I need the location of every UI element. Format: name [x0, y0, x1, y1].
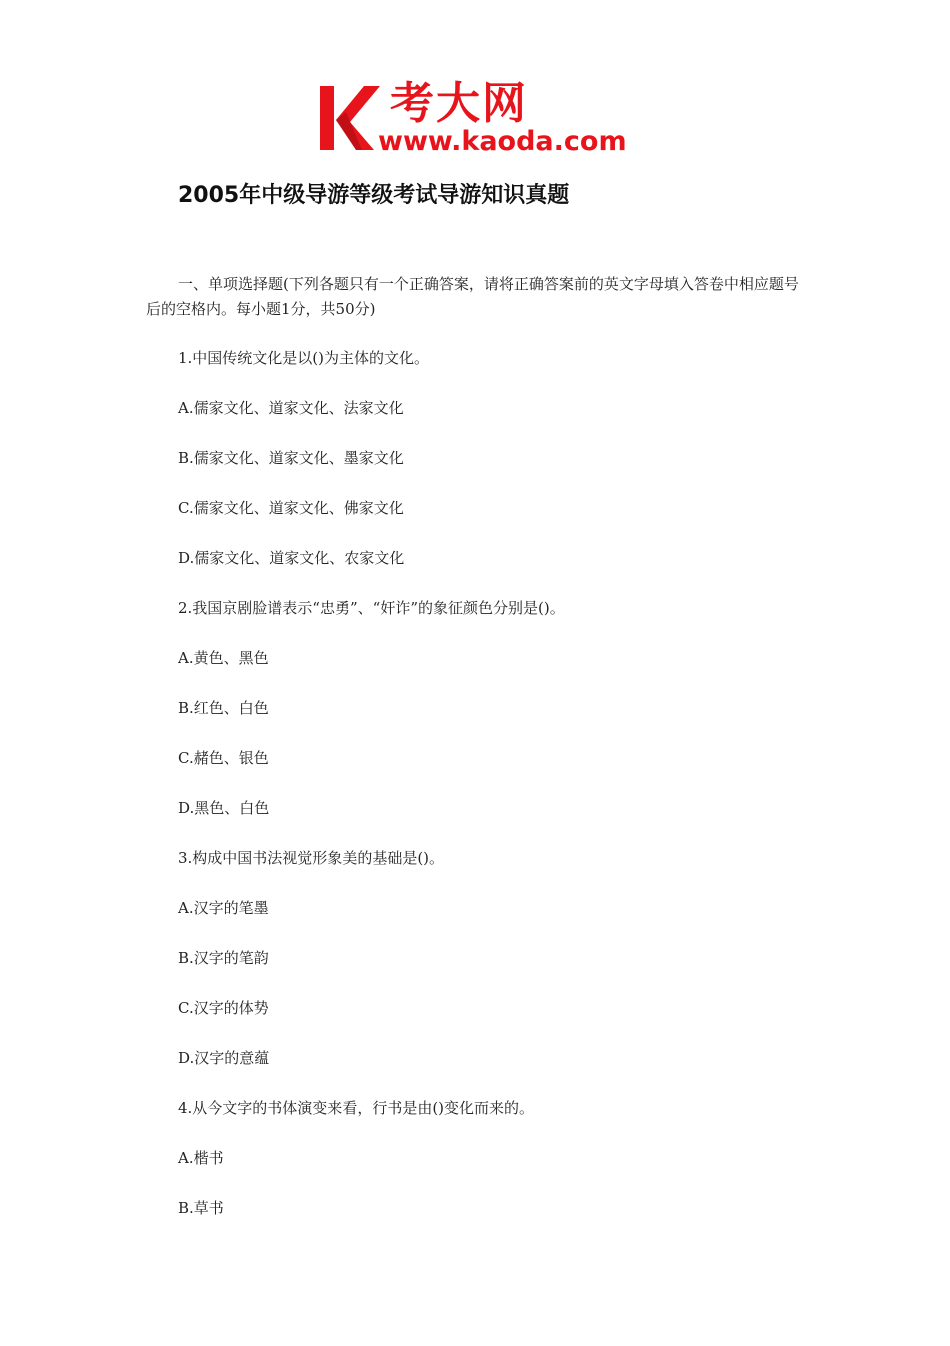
question-list — [178, 346, 565, 1246]
option-line: C.汉字的体势 — [178, 999, 269, 1017]
option-line: B.草书 — [178, 1199, 224, 1217]
kaoda-logo — [316, 80, 640, 160]
question-line: 3.构成中国书法视觉形象美的基础是()。 — [178, 849, 445, 867]
logo-chinese-name: 考大网 — [390, 78, 528, 129]
option-line: B.儒家文化、道家文化、墨家文化 — [178, 449, 404, 467]
option-line: C.赭色、银色 — [178, 749, 269, 767]
section-intro: 一、单项选择题(下列各题只有一个正确答案，请将正确答案前的英文字母填入答卷中相应题号后的空格内。每小题1分，共50分) — [146, 275, 799, 318]
option-line: D.汉字的意蕴 — [178, 1049, 270, 1067]
question-line: 4.从今文字的书体演变来看，行书是由()变化而来的。 — [178, 1099, 535, 1117]
option-line: B.汉字的笔韵 — [178, 949, 269, 967]
question-line: 1.中国传统文化是以()为主体的文化。 — [178, 349, 430, 367]
option-line: D.儒家文化、道家文化、农家文化 — [178, 549, 405, 567]
option-line: A.楷书 — [178, 1149, 224, 1167]
option-line: C.儒家文化、道家文化、佛家文化 — [178, 499, 404, 517]
option-line: A.黄色、黑色 — [178, 649, 269, 667]
option-line: B.红色、白色 — [178, 699, 269, 717]
k-logo-icon — [316, 84, 386, 158]
option-line: D.黑色、白色 — [178, 799, 270, 817]
question-line: 2.我国京剧脸谱表示“忠勇”、“奸诈”的象征颜色分别是()。 — [178, 599, 565, 617]
option-line: A.汉字的笔墨 — [178, 899, 269, 917]
option-line: A.儒家文化、道家文化、法家文化 — [178, 399, 404, 417]
page-title: 2005年中级导游等级考试导游知识真题 — [178, 183, 570, 208]
logo-url: www.kaoda.com — [378, 126, 627, 157]
